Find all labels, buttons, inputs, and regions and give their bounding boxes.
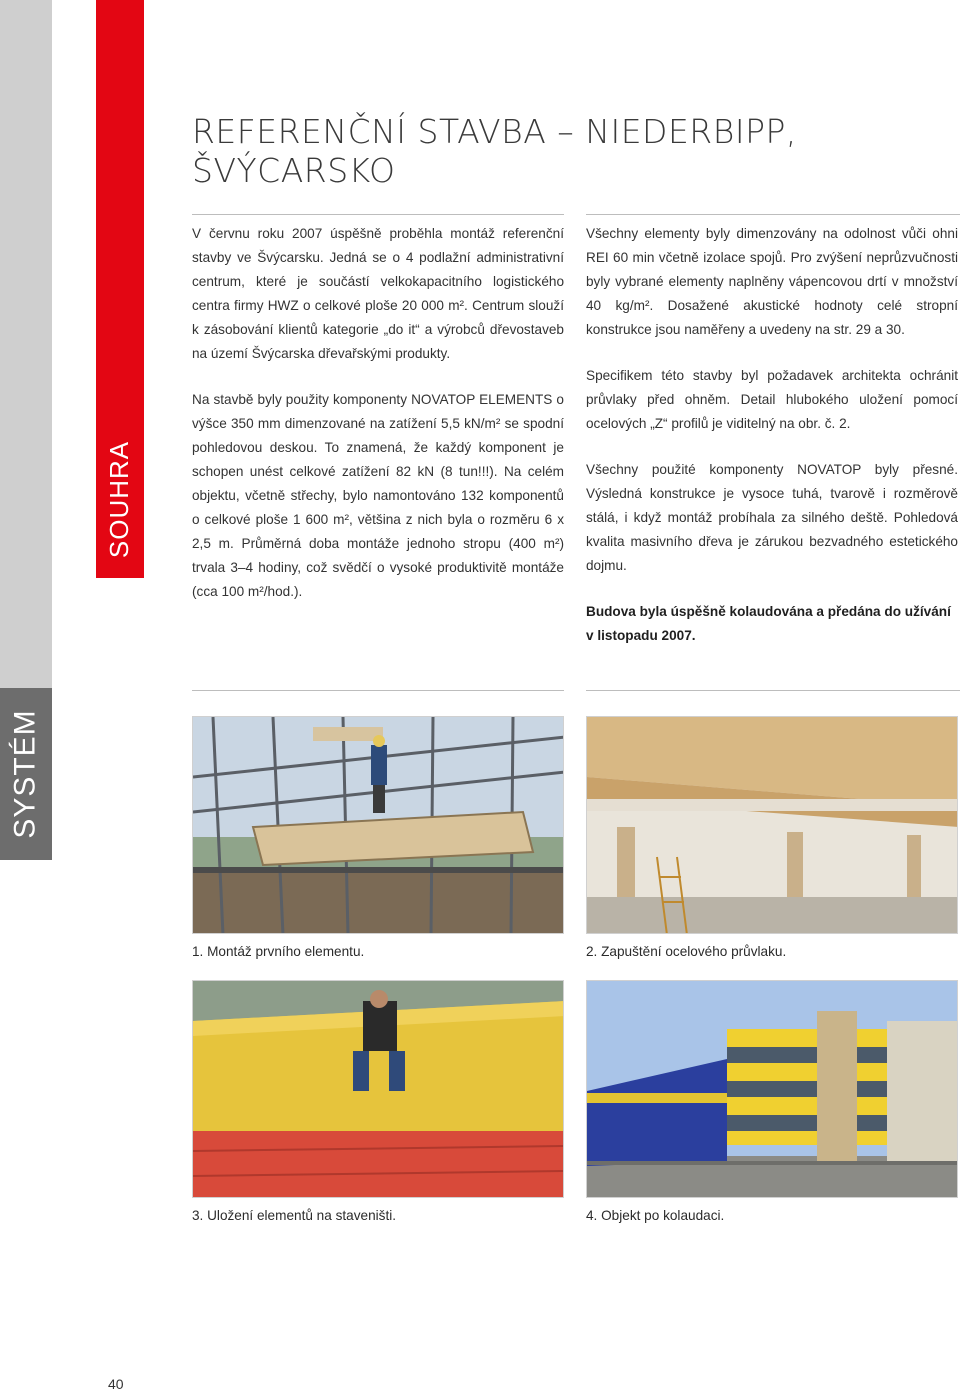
section-label-system: SYSTÉM xyxy=(9,709,43,839)
conclusion-text: Budova byla úspěšně kolaudována a předána do užívání v listopadu 2007. xyxy=(586,604,951,643)
paragraph: Na stavbě byly použity komponenty NOVATOP ELEMENTS o výšce 350 mm dimenzované na zatížení 5,5 kN/m² se spodní pohledovou deskou. To znamená, že každý komponent je schopen unést celkové zatížení 82 kN (8 tun!!!). Na celém objektu, včetně střechy, bylo namontováno 132 komponentů o celkové ploše 1 600 m², většina z nich byla o rozměru 6 x 2,5 m. Průměrná doba montáže jednoho stropu (400 m²) trvala 3–4 hodiny, což svědčí o vysoké produktivitě montáže (cca 100 m²/hod.). xyxy=(192,392,564,599)
page-title: REFERENČNÍ STAVBA – NIEDERBIPP, ŠVÝCARSKO xyxy=(192,112,797,190)
divider-top-right xyxy=(586,214,960,215)
photo-steel-beam-inset xyxy=(586,716,958,934)
divider-top-left xyxy=(192,214,564,215)
grey-tab-label-wrap xyxy=(0,688,52,860)
left-text-column xyxy=(192,222,564,626)
paragraph: Všechny použité komponenty NOVATOP byly přesné. Výsledná konstrukce je vysoce tuhá, tvarově i rozměrově stálá, i když montáž probíhala za silného deště. Pohledová kvalita masivního dřeva je zárukou bezvadného estetického dojmu. xyxy=(586,462,958,573)
photo-elements-on-site xyxy=(192,980,564,1198)
divider-bottom-left xyxy=(192,690,564,691)
section-label-souhra: SOUHRA xyxy=(104,440,135,558)
paragraph: Všechny elementy byly dimenzovány na odolnost vůči ohni REI 60 min včetně izolace spojů. Pro zvýšení neprůzvučnosti byly vybrané elementy naplněny vápencovou drtí v množství 40 kg/m². Dosažené akustické hodnoty celé stropní konstrukce jsou naměřeny a uvedeny na str. 29 a 30. xyxy=(586,226,958,337)
photo-caption: 4. Objekt po kolaudaci. xyxy=(586,1208,725,1223)
photo-caption: 3. Uložení elementů na staveništi. xyxy=(192,1208,397,1223)
photo-first-element-installation xyxy=(192,716,564,934)
paragraph: Specifikem této stavby byl požadavek architekta ochránit průvlaky před ohněm. Detail hlubokého uložení pomocí ocelových „Z“ profilů je viditelný na obr. č. 2. xyxy=(586,368,958,431)
page-number: 40 xyxy=(108,1376,124,1392)
paragraph: V červnu roku 2007 úspěšně proběhla montáž referenční stavby ve Švýcarsku. Jedná se o 4 podlažní administrativní centrum, které je součástí velkokapacitního logistického centra firmy HWZ o celkové ploše 20 000 m². Centrum slouží k zásobování klientů kategorie „do it“ a výrobců dřevostaveb na území Švýcarska dřevařskými produkty. xyxy=(192,226,564,361)
photo-caption: 2. Zapuštění ocelového průvlaku. xyxy=(586,944,787,959)
red-tab-label-wrap xyxy=(96,420,144,578)
photo-caption: 1. Montáž prvního elementu. xyxy=(192,944,365,959)
photo-building-completed xyxy=(586,980,958,1198)
right-text-column xyxy=(586,222,958,670)
divider-bottom-right xyxy=(586,690,960,691)
